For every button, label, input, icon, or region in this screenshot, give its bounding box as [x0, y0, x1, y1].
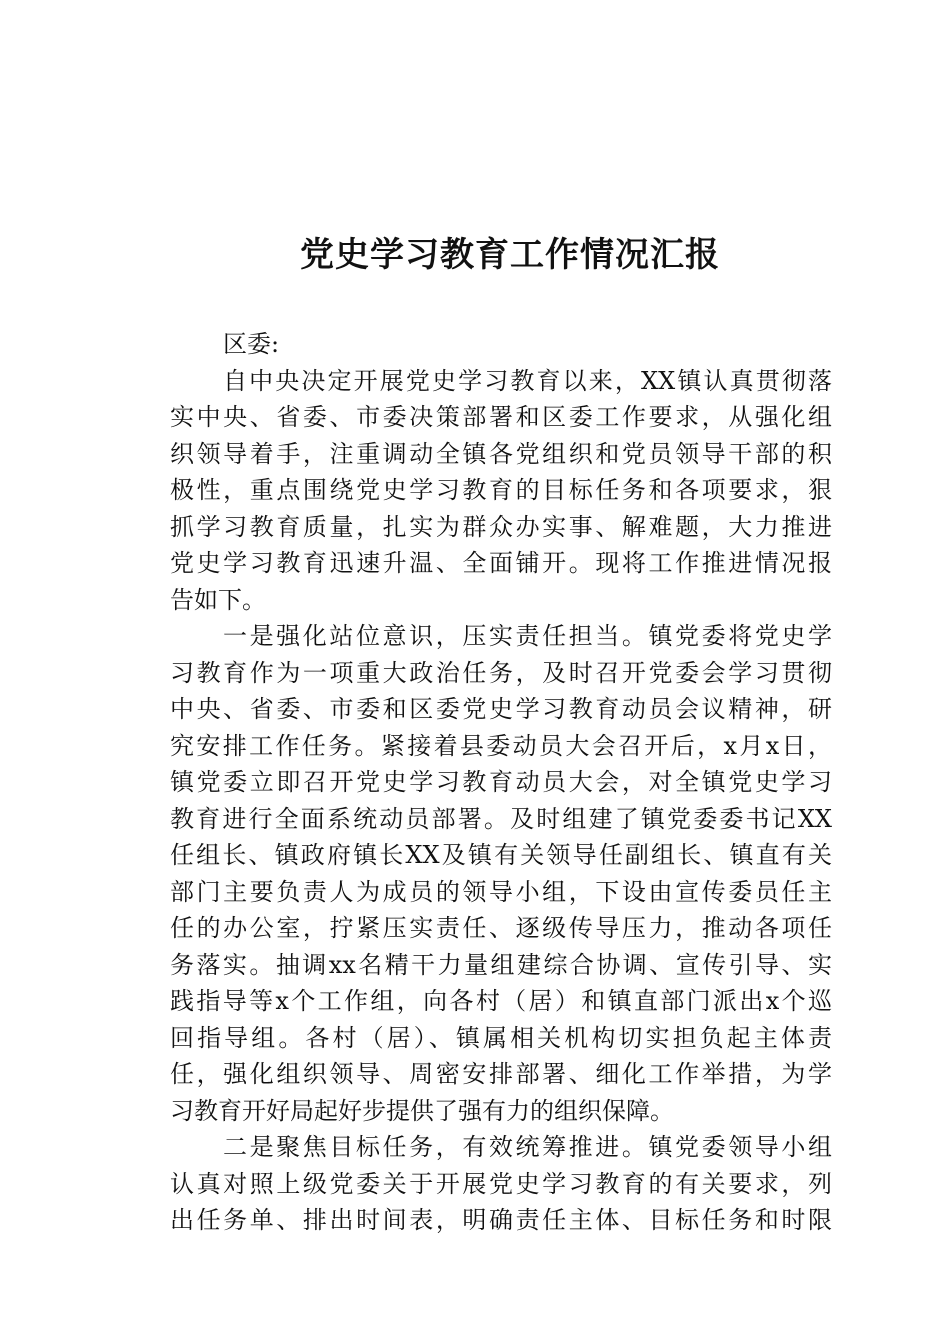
document-body — [170, 326, 832, 1239]
body-line: 部门主要负责人为成员的领导小组，下设由宣传委员任主 — [170, 877, 832, 906]
body-line: 任组长、镇政府镇长XX及镇有关领导任副组长、镇直有关 — [170, 841, 832, 869]
body-line: 二是聚焦目标任务，有效统筹推进。镇党委领导小组 — [223, 1133, 832, 1161]
body-line: 实中央、省委、市委决策部署和区委工作要求，从强化组 — [170, 403, 832, 431]
body-line: 镇党委立即召开党史学习教育动员大会，对全镇党史学习 — [170, 768, 832, 796]
body-line: 回指导组。各村（居）、镇属相关机构切实担负起主体责 — [170, 1023, 832, 1052]
body-line: 出任务单、排出时间表，明确责任主体、目标任务和时限 — [170, 1206, 832, 1234]
body-line: 任的办公室，拧紧压实责任、逐级传导压力，推动各项任 — [170, 914, 832, 942]
body-line: 认真对照上级党委关于开展党史学习教育的有关要求，列 — [170, 1169, 832, 1198]
body-line: 究安排工作任务。紧接着县委动员大会召开后，x月x日， — [170, 731, 832, 760]
body-line: 区委: — [223, 330, 280, 358]
body-line: 告如下。 — [170, 585, 266, 614]
body-line: 抓学习教育质量，扎实为群众办实事、解难题，大力推进 — [170, 512, 832, 541]
body-line: 中央、省委、市委和区委党史学习教育动员会议精神，研 — [170, 695, 832, 723]
body-line: 自中央决定开展党史学习教育以来，XX镇认真贯彻落 — [223, 366, 832, 395]
body-line: 党史学习教育迅速升温、全面铺开。现将工作推进情况报 — [170, 549, 832, 577]
body-line: 织领导着手，注重调动全镇各党组织和党员领导干部的积 — [170, 439, 832, 468]
body-line: 务落实。抽调xx名精干力量组建综合协调、宣传引导、实 — [170, 950, 832, 979]
body-line: 任，强化组织领导、周密安排部署、细化工作举措，为学 — [170, 1060, 832, 1088]
body-line: 教育进行全面系统动员部署。及时组建了镇党委委书记XX — [170, 804, 832, 833]
document-title: 党史学习教育工作情况汇报 — [300, 235, 720, 275]
body-line: 习教育开好局起好步提供了强有力的组织保障。 — [170, 1096, 674, 1125]
body-line: 极性，重点围绕党史学习教育的目标任务和各项要求，狠 — [170, 476, 832, 504]
body-line: 一是强化站位意识，压实责任担当。镇党委将党史学 — [223, 622, 832, 650]
body-line: 习教育作为一项重大政治任务，及时召开党委会学习贯彻 — [170, 658, 832, 687]
body-line: 践指导等x个工作组，向各村（居）和镇直部门派出x个巡 — [170, 987, 832, 1015]
